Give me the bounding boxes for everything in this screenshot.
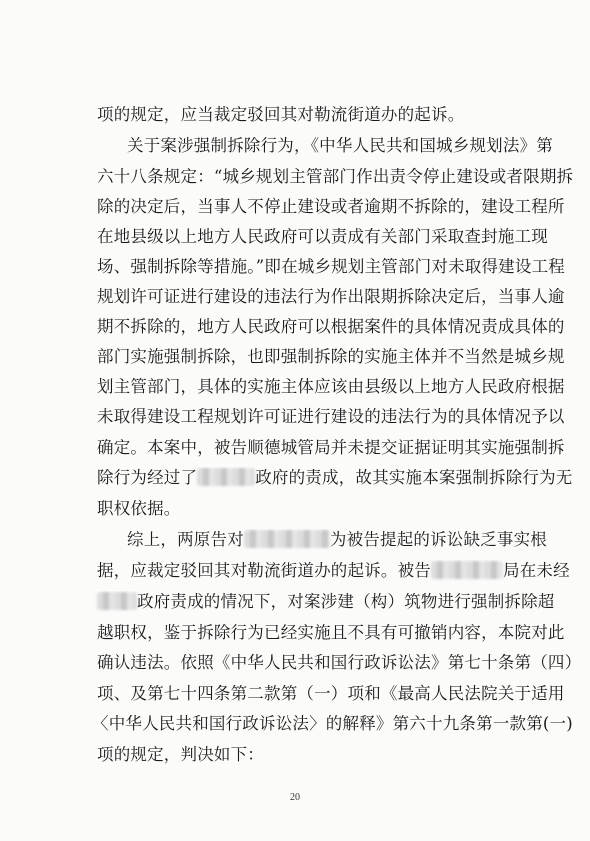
text-line: 除的决定后，当事人不停止建设或者逾期不拆除的，建设工程所 [97,197,565,216]
text-segment: 为被告提起的诉讼缺乏事实根 [329,530,548,549]
text-segment: 政府的责成，故其实施本案强制拆除行为无 [255,468,573,487]
redaction-blur [431,561,503,579]
text-line: 项、及第七十四条第二款第（一）项和《最高人民法院关于适用 [97,684,565,703]
redaction-blur [97,592,137,610]
text-line: 关于案涉强制拆除行为，《中华人民共和国城乡规划法》第 [127,136,553,155]
text-line [0,529,590,551]
text-segment: 据，应裁定驳回其对勒流街道办的起诉。被告 [97,561,431,580]
text-line: 期不拆除的，地方人民政府可以根据案件的具体情况责成具体的 [97,317,565,336]
text-segment: 政府责成的情况下，对案涉建（构）筑物进行强制拆除超 [137,592,555,611]
text-line: 项的规定，应当裁定驳回其对勒流街道办的起诉。 [97,105,465,124]
text-line: 未取得建设工程规划许可证进行建设的违法行为的具体情况予以 [97,407,565,426]
text-line: 确定。本案中，被告顺德城管局并未提交证据证明其实施强制拆 [97,438,565,457]
text-line [0,591,590,613]
text-line: 部门实施强制拆除，也即强制拆除的实施主体并不当然是城乡规 [97,347,565,366]
page-number: 20 [290,792,300,803]
text-segment: 局在未经 [503,561,570,580]
text-line: 场、强制拆除等措施。”即在城乡规划主管部门对未取得建设工程 [97,257,565,276]
text-segment: 综上，两原告对 [127,530,244,549]
text-line: 越职权，鉴于拆除行为已经实施且不具有可撤销内容，本院对此 [97,623,565,642]
text-line: 规划许可证进行建设的违法行为作出限期拆除决定后，当事人逾 [97,287,565,306]
text-line: 在地县级以上地方人民政府可以责成有关部门采取查封施工现 [97,227,548,246]
text-line: 〈中华人民共和国行政诉讼法〉的解释》第六十九条第一款第(一) [92,714,573,733]
text-line [0,467,590,489]
text-segment: 除行为经过了 [97,468,198,487]
redaction-blur [244,530,330,548]
text-line: 六十八条规定：“城乡规划主管部门作出责令停止建设或者限期拆 [97,167,574,186]
redaction-blur [197,468,255,486]
text-line: 项的规定，判决如下： [97,745,264,764]
text-line: 划主管部门，具体的实施主体应该由县级以上地方人民政府根据 [97,377,565,396]
text-line [0,560,590,582]
text-line: 确认违法。依照《中华人民共和国行政诉讼法》第七十条第（四） [97,653,582,672]
text-line: 职权依据。 [97,499,181,518]
